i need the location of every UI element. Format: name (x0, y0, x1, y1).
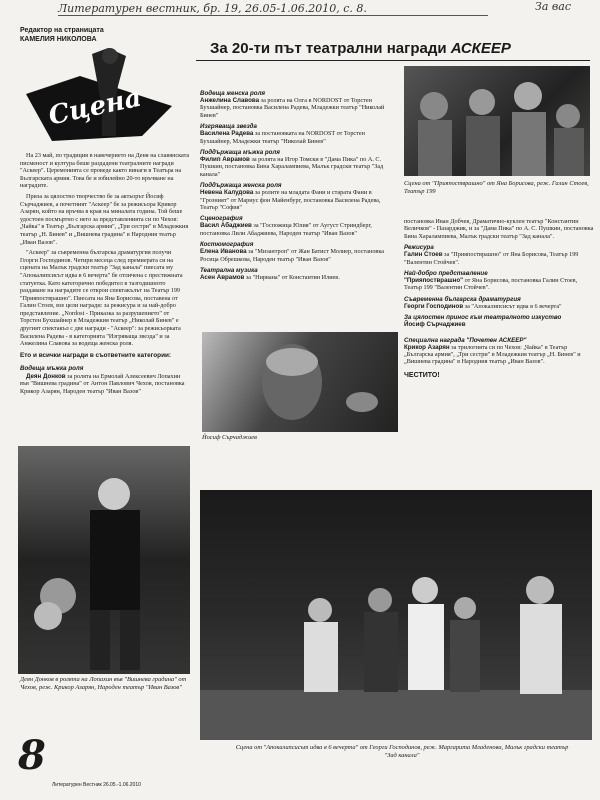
category-winner: Йосиф Сърчаджиев (404, 321, 466, 329)
category-detail: за "Прияпостврашно" от Яна Борисова, Театър 199 "Валентин Стойчев". (404, 251, 579, 266)
caption-top-right: Сцена от "Прияпостврашно" от Яна Борисова, реж. Галин Стоев, Театър 199 (404, 180, 589, 195)
photo-priyapostvrashno (404, 66, 590, 176)
page-number: 8 (18, 732, 46, 779)
actors-group-photo (404, 66, 590, 176)
category-title: Поддържаща женска роля (200, 182, 282, 190)
editor-label: Редактор на страницата (20, 27, 104, 34)
handwritten-corner-note: За вас (535, 0, 572, 13)
intro-paragraph: На 23 май, по традиция в навечерието на Деня на славянската писменост и култура беше раздадени театралните награди "Аскеер". Церемонията се проведе както винаги в Театъра на Българската армия. Това бе и юбилейно 20-то връчване на наградите. (20, 152, 190, 190)
category-text (404, 218, 594, 240)
category-winner: Галин Стоев (404, 251, 443, 259)
category-text (200, 97, 396, 119)
category-lead-actor (20, 365, 190, 395)
category-winner: Асен Аврамов (200, 274, 245, 282)
category-winner: Анжелина Славова (200, 97, 260, 104)
caption-bottom-right: Сцена от "Апокалипсисът идва в 6 вечерта" от Георги Господинов, реж. Маргарита Младенова, Малък градски театър "Зад канала" (235, 744, 569, 759)
category-winner: Васил Абаджиев (200, 222, 252, 230)
category-title: Съвременна българска драматургия (404, 295, 521, 303)
category-item (200, 267, 396, 281)
category-text (404, 321, 594, 328)
category-title: Театрална музика (200, 267, 258, 275)
category-item (404, 244, 594, 266)
congrats: ЧЕСТИТО! (404, 371, 440, 379)
category-title: Поддържаща мъжка роля (200, 149, 280, 157)
categories-middle (200, 90, 396, 286)
editor-block (20, 26, 180, 44)
section-logo (22, 46, 182, 146)
category-text (200, 248, 396, 263)
category-item (200, 215, 396, 237)
category-detail: за постановката на NORDOST от Торстен Бухшайнер, Младежки театър "Николай Бинев" (200, 130, 365, 145)
category-text (200, 274, 396, 281)
stage-scene (200, 490, 592, 740)
category-text (404, 251, 594, 266)
intro-paragraph: "Аскеер" за съвременна българска драматургия получи Георги Господинов. Четири месеца след премиерата си на сцената на Малък градски театър "Зад канала" пиесата му "Апокалипсисът идва в 6 вечерта" бе отличена с престижната статуетка. Като категорично победител в тазгодишното раздаване на наградите се открои спектакълът на Театър 199 "Прияпостврашно". Пиесата на Яна Борисова, поставена от Галин Стоев, взе цели награди: за режисура и за най-добро представление. „Nordost - Приказка за разрушението" от Торстен Бухшайнер в Младежкия театър „Николай Бинев" е другият спектакъл с две награди - "Аскеер": за режисьорката Василена Радева - в категорията "Изгряваща звезда" и за Анжелина Славова за водеща женска роля. (20, 249, 183, 348)
category-item (404, 296, 594, 310)
photo-lopahin (18, 446, 190, 674)
intro-column (20, 152, 190, 399)
caption-portrait: Йосиф Сърчаджиев (202, 434, 257, 441)
intro-paragraph: Приза за цялостно творчество бе за актьорът Йосиф Сърчаджиев, а почетният "Аскеер" бе за режисьора Крикор Азарян, който на връчва в края на миналата година. Той беше удостоен посмъртно с него за представленията си по Чехов: „Чайка" в Театър „Българска армия", „Три сестри" в Младежкия театър „Н. Бинев" и „Вишнева градина" в Народния театър „Иван Вазов". (20, 192, 189, 246)
category-detail: от Яна Борисова, постановка Галин Стоев, Театър 199 "Валентин Стойчев". (404, 277, 578, 292)
headline (210, 40, 590, 57)
category-text (20, 373, 190, 395)
category-text (200, 156, 396, 178)
category-winner: Крикор Азарян (404, 343, 450, 351)
category-text (200, 222, 396, 237)
category-item (404, 314, 594, 328)
category-winner: Елена Иванова (200, 248, 247, 256)
editor-name: КАМЕЛИЯ НИКОЛОВА (20, 36, 97, 43)
footer-note: Литературен Вестник 26.05.-1.06.2010 (52, 782, 141, 788)
category-item (200, 90, 396, 119)
category-detail: за трилогията си по Чехов: „Чайка" в Театър „Българска армия", „Три сестри" в Младежкия театър „Н. Бинев" и „Вишнева градина" в Народния театър „Иван Вазов". (404, 343, 581, 366)
category-detail: за "Госпожица Юлия" от Аугуст Стриндберг, постановка Лили Абаджиева, Народен театър "Иван Вазов" (200, 222, 372, 237)
category-item (404, 270, 594, 292)
caption-bottom-left: Деян Донков в ролята на Лопахин във "Вишнева градина" от Чехов, реж. Крикор Азарян, Народен театър "Иван Вазов" (20, 676, 187, 691)
category-title: Водеща мъжка роля (20, 365, 84, 373)
handwritten-note: Литературен вестник, бр. 19, 26.05-1.06.2010, с. 8. (58, 2, 488, 16)
photo-apocalypse (200, 490, 592, 740)
category-winner: Филип Аврамов (200, 156, 250, 164)
category-title: Режисура (404, 244, 434, 252)
category-text (404, 303, 594, 310)
category-detail: постановка Иван Добчев, Драматично-куклен театър "Константин Величков" - Пазарджик, и за "Дама Пика" по А. С. Пушкин, постановка Бина Харалампиева, Малък градски театър "Зад канала". (404, 218, 594, 240)
category-item (200, 241, 396, 263)
category-title: Изгряваща звезда (200, 123, 257, 131)
category-winner: Василена Радева (200, 130, 254, 138)
all-awards-intro: Ето и всички награди в съответните категории: (20, 351, 172, 359)
category-winner: Невена Калудова (200, 189, 254, 197)
headline-award-name: АСКЕЕР (450, 40, 511, 57)
category-title: Най-добро представление (404, 270, 488, 278)
category-title: Костюмография (200, 241, 254, 249)
category-title: Сценография (200, 215, 243, 223)
photo-portrait (202, 332, 398, 432)
category-item (200, 123, 396, 145)
category-detail: за ролята на Ермолай Алексеевич Лопахин във "Вишнева градина" от Антон Павлович Чехов, постановка Крикор Азарян, Народен театър "Иван Вазов" (20, 373, 185, 395)
category-winner: "Прияпостврашно" (404, 277, 464, 285)
category-item (200, 149, 396, 178)
actor-with-flowers (18, 446, 190, 674)
categories-right (404, 218, 594, 379)
category-text (404, 344, 594, 366)
category-item (404, 337, 594, 366)
category-item (404, 218, 594, 240)
category-detail: за ролята на Олга в NORDOST от Торстен Бухшайнер, постановка Василена Радева, Младежки театър "Николай Бинев" (200, 97, 385, 119)
category-title: Специална награда "Почетен АСКЕЕР" (404, 336, 527, 344)
category-detail: за "Апокалипсисът идва в 6 вечерта" (463, 302, 562, 310)
category-winner: Георги Господинов (404, 302, 464, 310)
category-text (200, 130, 396, 145)
headline-rule (196, 60, 590, 61)
category-detail: за "Нирвана" от Константин Илиев. (244, 274, 340, 282)
category-detail: за "Мизантроп" от Жан Батист Молиер, постановка Росица Обрешкова, Народен театър "Иван Вазов" (200, 248, 385, 263)
category-detail: за ролята на Игор Томски в "Дама Пика" по А. С. Пушкин, постановка Бина Харалампиева, Малък градски театър "Зад канала" (200, 156, 384, 178)
category-title: За цялостен принос към театралното изкуство (404, 314, 562, 322)
category-title: Водеща женска роля (200, 90, 266, 97)
category-text (404, 277, 594, 292)
category-winner: Деян Донков (26, 373, 66, 381)
category-text (200, 189, 396, 211)
actor-portrait (202, 332, 398, 432)
category-detail: за ролите на младата Фани и старата Фани в "Грозният" от Мариус фон Майенбург, постановка Василена Радева, Театър "София" (200, 189, 381, 212)
category-item (200, 182, 396, 211)
section-title: Сцена (45, 82, 145, 132)
headline-prefix: За 20-ти път театрални награди (210, 40, 447, 57)
